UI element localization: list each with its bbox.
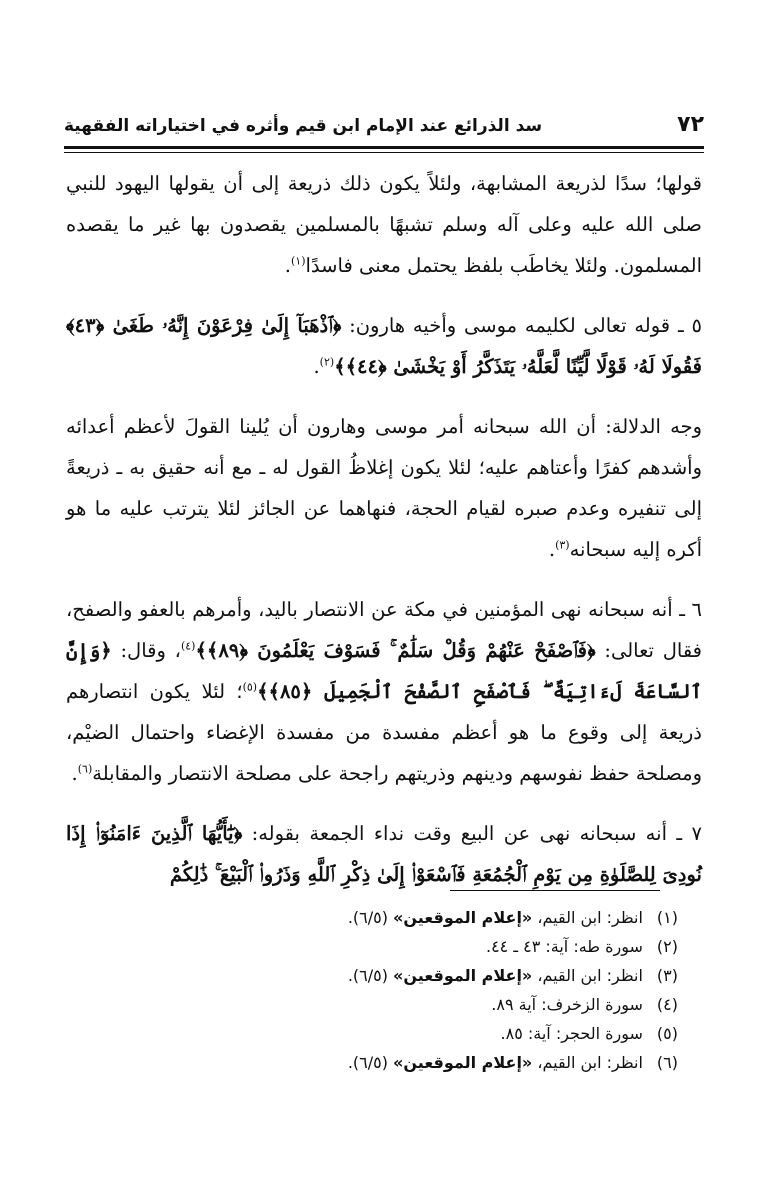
paragraph-lead: ٧ ـ أنه سبحانه نهى عن البيع وقت نداء الجمعة بقوله: bbox=[242, 822, 702, 845]
quran-verse: ﴿وَإِنَّ ٱلسَّاعَةَ لَءَاتِيَةٌ ۖ فَٱصْفَحِ ٱلصَّفْحَ ٱلْجَمِيلَ ﴿٨٥﴾﴾ bbox=[66, 639, 703, 703]
footnote bbox=[90, 932, 678, 961]
footnote-number: (٢) bbox=[656, 937, 678, 956]
footnote-text: انظر: ابن القيم، bbox=[532, 966, 643, 985]
footnotes bbox=[90, 903, 678, 1077]
running-title: سد الذرائع عند الإمام ابن قيم وأثره في اختياراته الفقهية bbox=[64, 116, 543, 136]
paragraph-lead: ٥ ـ قوله تعالى لكليمه موسى وأخيه هارون: bbox=[341, 314, 702, 337]
footnote-number: (١) bbox=[656, 908, 678, 927]
footnote bbox=[90, 1019, 678, 1048]
page-header bbox=[64, 112, 704, 142]
header-rule-thin bbox=[64, 152, 704, 153]
footnote-number: (٥) bbox=[656, 1024, 678, 1043]
footnote-text: سورة الحجر: آية: ٨٥. bbox=[500, 1024, 643, 1043]
footnote bbox=[90, 990, 678, 1019]
paragraph-text: وجه الدلالة: أن الله سبحانه أمر موسى وهارون أن يُلينا القولَ لأعظم أعدائه وأشدهم كفرًا وأعتاهم عليه؛ لئلا يكون إغلاظُ القول له ـ مع أنه حقيق به ـ ذريعةً إلى تنفيره وعدم صبره لقيام الحجة، فنهاهما عن الجائز لئلا يترتب عليه ما هو أكره إليه سبحانه bbox=[66, 415, 702, 561]
quran-verse: ﴿فَٱصْفَحْ عَنْهُمْ وَقُلْ سَلَٰمٌ ۚ فَسَوْفَ يَعْلَمُونَ ﴿٨٩﴾﴾ bbox=[195, 639, 596, 662]
page-number: ٧٢ bbox=[677, 112, 704, 137]
footnote-text: انظر: ابن القيم، bbox=[532, 1053, 643, 1072]
paragraph-4 bbox=[66, 589, 702, 794]
footnote-number: (٦) bbox=[656, 1053, 678, 1072]
quran-verse: ﴿يَٰٓأَيُّهَا ٱلَّذِينَ ءَامَنُوٓا۟ إِذَا نُودِىَ لِلصَّلَوٰةِ مِن يَوْمِ ٱلْجُمُعَةِ فَٱسْعَوْا۟ إِلَىٰ ذِكْرِ ٱللَّهِ وَذَرُوا۟ ٱلْبَيْعَ ۚ ذَٰلِكُمْ bbox=[66, 822, 702, 886]
paragraph-end: . bbox=[71, 762, 78, 785]
footnote-separator bbox=[450, 890, 660, 891]
paragraph-tail: . bbox=[548, 538, 556, 561]
paragraph-mid: ، وقال: bbox=[111, 639, 181, 662]
footnote bbox=[90, 903, 678, 932]
footnote-number: (٣) bbox=[656, 966, 678, 985]
footnote-text: انظر: ابن القيم، bbox=[532, 908, 643, 927]
footnote-cite: (٦/٥). bbox=[347, 1053, 394, 1072]
paragraph-lead: ٦ ـ أنه سبحانه نهى المؤمنين في مكة عن الانتصار باليد، وأمرهم بالعفو والصفح، فقال تعالى: bbox=[66, 598, 703, 662]
footnote-ref: (٢) bbox=[319, 355, 335, 369]
paragraph-tail: ؛ لئلا يكون انتصارهم ذريعة إلى وقوع ما هو أعظم مفسدة من مفسدة الإغضاء واحتمال الضيْم، ومصلحة حفظ نفوسهم ودينهم وذريتهم راجحة على مصلحة الانتصار والمقابلة bbox=[66, 680, 702, 785]
footnote-text: سورة الزخرف: آية ٨٩. bbox=[491, 995, 643, 1014]
header-rule-thick bbox=[64, 146, 704, 149]
paragraph-3 bbox=[66, 406, 702, 570]
footnote-text: سورة طه: آية: ٤٣ ـ ٤٤. bbox=[485, 937, 643, 956]
footnote-ref: (٣) bbox=[555, 538, 570, 552]
footnote bbox=[90, 1048, 678, 1077]
footnote-ref: (٦) bbox=[77, 762, 93, 776]
paragraph-2 bbox=[66, 305, 702, 387]
paragraph-text: قولها؛ سدًا لذريعة المشابهة، ولئلاً يكون ذلك ذريعة إلى أن يقولها اليهود للنبي صلى الله عليه وعلى آله وسلم تشبهًا بالمسلمين يقصدون بها غير ما يقصده المسلمون. ولئلا يخاطَب بلفظ يحتمل معنى فاسدًا bbox=[66, 172, 702, 277]
paragraph-tail: . bbox=[284, 254, 291, 277]
paragraph-5 bbox=[66, 813, 702, 895]
footnote-number: (٤) bbox=[656, 995, 678, 1014]
main-text bbox=[66, 163, 702, 895]
paragraph-1 bbox=[66, 163, 702, 286]
footnote-source: «إعلام الموقعين» bbox=[393, 908, 533, 927]
quran-verse: ﴿ٱذْهَبَآ إِلَىٰ فِرْعَوْنَ إِنَّهُۥ طَغَىٰ ﴿٤٣﴾ فَقُولَا لَهُۥ قَوْلًا لَّيِّنًا لَّعَلَّهُۥ يَتَذَكَّرُ أَوْ يَخْشَىٰ ﴿٤٤﴾﴾ bbox=[66, 314, 702, 378]
footnote-source: «إعلام الموقعين» bbox=[393, 1053, 533, 1072]
footnote-ref: (١) bbox=[291, 254, 306, 268]
footnote bbox=[90, 961, 678, 990]
footnote-source: «إعلام الموقعين» bbox=[393, 966, 533, 985]
footnote-ref: (٥) bbox=[242, 680, 258, 694]
paragraph-tail: . bbox=[313, 355, 320, 378]
footnote-cite: (٦/٥). bbox=[347, 966, 394, 985]
footnote-cite: (٦/٥). bbox=[347, 908, 394, 927]
footnote-ref: (٤) bbox=[180, 639, 196, 653]
